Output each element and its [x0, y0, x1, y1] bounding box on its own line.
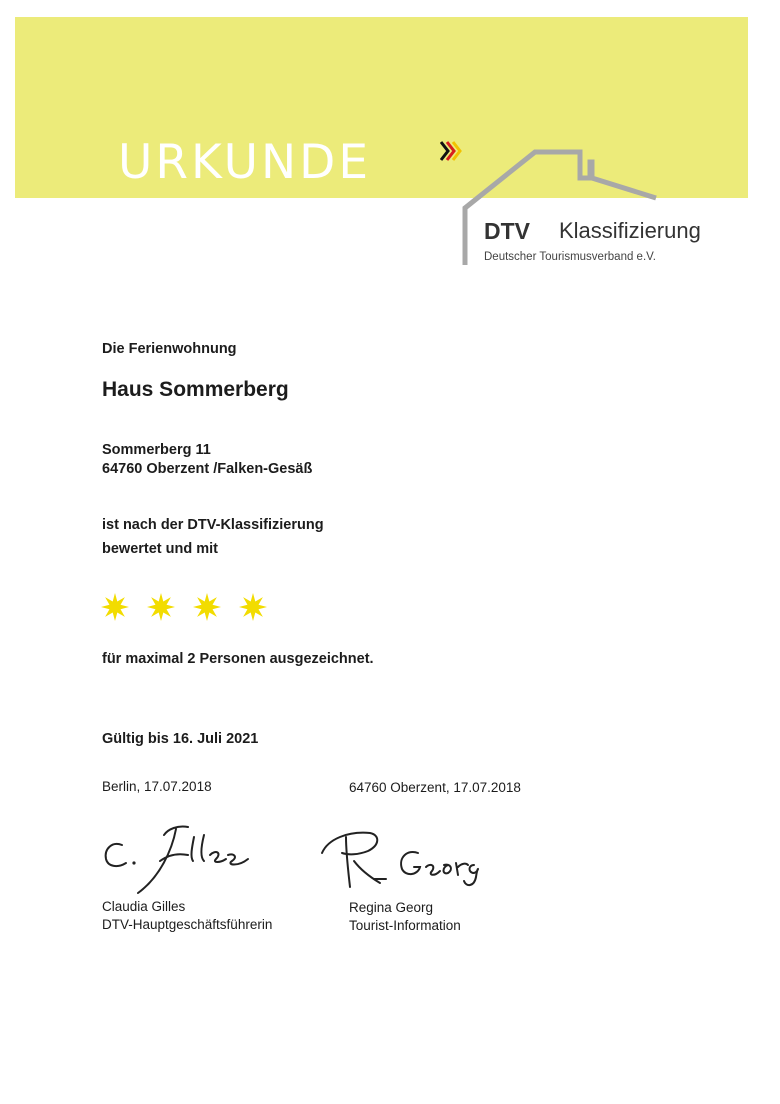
german-flag-chevrons-icon: [440, 140, 464, 162]
star-icon: [100, 592, 130, 622]
logo-wordmark: Klassifizierung: [559, 218, 701, 243]
star-icon: [192, 592, 222, 622]
star-icon: [146, 592, 176, 622]
address-line-2: 64760 Oberzent /Falken-Gesäß: [102, 461, 313, 477]
property-type-label: Die Ferienwohnung: [102, 341, 237, 357]
certificate-title: URKUNDE: [118, 135, 372, 190]
address-line-1: Sommerberg 11: [102, 442, 211, 458]
left-signatory-role: DTV-Hauptgeschäftsführerin: [102, 917, 273, 932]
dtv-logo: [440, 140, 740, 280]
property-name: Haus Sommerberg: [102, 378, 289, 401]
logo-subtitle: Deutscher Tourismusverband e.V.: [484, 251, 656, 263]
star-rating: [100, 592, 268, 622]
signature-claudia-gilles: [98, 815, 273, 900]
logo-brand: DTV: [484, 218, 530, 244]
left-signatory-name: Claudia Gilles: [102, 899, 186, 914]
capacity-line: für maximal 2 Personen ausgezeichnet.: [102, 651, 374, 667]
validity-date: Gültig bis 16. Juli 2021: [102, 731, 259, 747]
signature-regina-georg: [318, 825, 488, 900]
left-place-date: Berlin, 17.07.2018: [102, 779, 212, 794]
right-place-date: 64760 Oberzent, 17.07.2018: [349, 780, 521, 795]
star-icon: [238, 592, 268, 622]
statement-line-1: ist nach der DTV-Klassifizierung: [102, 517, 324, 533]
statement-line-2: bewertet und mit: [102, 541, 219, 557]
right-signatory-name: Regina Georg: [349, 900, 434, 915]
right-signatory-role: Tourist-Information: [349, 918, 461, 933]
